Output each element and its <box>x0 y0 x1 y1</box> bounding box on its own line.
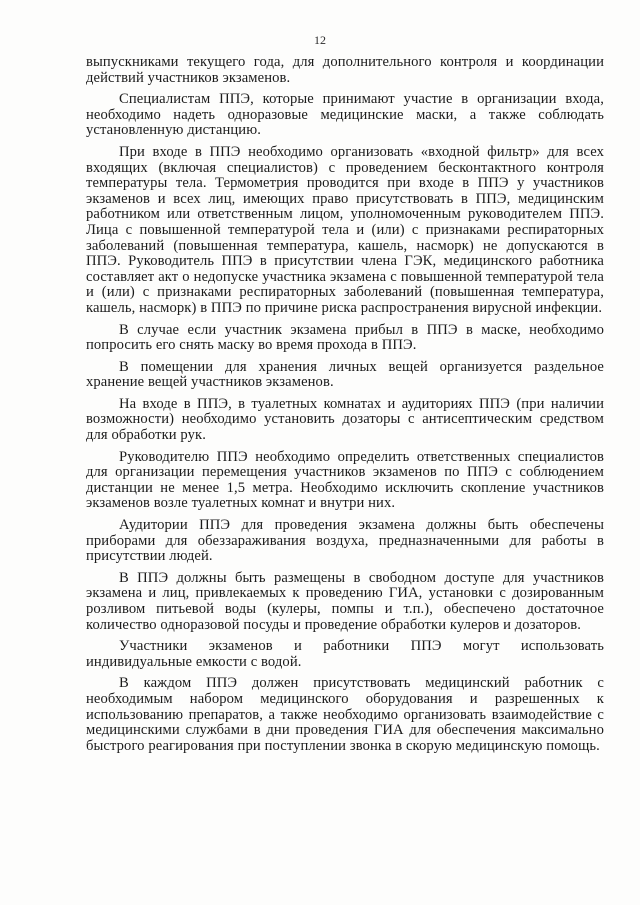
page-number: 12 <box>314 33 326 47</box>
paragraph-distancing: Руководителю ППЭ необходимо определить ответственных специалистов для организации перемещения участников экзаменов по ППЭ с соблюдением дистанции не менее 1,5 метра. Необходимо исключить скопление участников экзаменов возле туалетных комнат и внутри них. <box>86 448 604 512</box>
paragraph-drinking-water: В ППЭ должны быть размещены в свободном доступе для участников экзамена и лиц, привлекаемых к проведению ГИА, установки с дозированным розливом питьевой воды (кулеры, помпы и т.п.), обеспечено достаточное количество одноразовой посуды и проведение обработки кулеров и дозаторов. <box>86 569 604 633</box>
paragraph-sanitizer-dispensers: На входе в ППЭ, в туалетных комнатах и аудиториях ППЭ (при наличии возможности) необходимо установить дозаторы с антисептическим средством для обработки рук. <box>86 395 604 444</box>
paragraph-personal-water: Участники экзаменов и работники ППЭ могут использовать индивидуальные емкости с водой. <box>86 638 604 670</box>
paragraph-medical-worker: В каждом ППЭ должен присутствовать медицинский работник с необходимым набором медицинского оборудования и разрешенных к использованию препаратов, а также необходимо организовать взаимодействие с медицинскими службами в дни проведения ГИА для обеспечения максимально быстрого реагирования при поступлении звонка в скорую медицинскую помощь. <box>86 675 604 754</box>
paragraph-entry-filter: При входе в ППЭ необходимо организовать «входной фильтр» для всех входящих (включая специалистов) с проведением бесконтактного контроля температуры тела. Термометрия проводится при входе в ППЭ у участников экзаменов и всех лиц, имеющих право присутствовать в ППЭ, медицинским работником или ответственным лицом, уполномоченным руководителем ППЭ. Лица с повышенной температурой тела и (или) с признаками респираторных заболеваний (повышенная температура, кашель, насморк) не допускаются в ППЭ. Руководитель ППЭ в присутствии члена ГЭК, медицинского работника составляет акт о недопуске участника экзамена с повышенной температурой тела и (или) с признаками респираторных заболеваний (повышенная температура, кашель, насморк) в ППЭ по причине риска распространения вирусной инфекции. <box>86 143 604 316</box>
paragraph-air-disinfection: Аудитории ППЭ для проведения экзамена должны быть обеспечены приборами для обеззараживания воздуха, предназначенными для работы в присутствии людей. <box>86 517 604 565</box>
paragraph-belongings-storage: В помещении для хранения личных вещей организуется раздельное хранение вещей участников экзаменов. <box>86 358 604 391</box>
paragraph-continuation: выпускниками текущего года, для дополнительного контроля и координации действий участников экзаменов. <box>86 54 604 86</box>
paragraph-staff-masks: Специалистам ППЭ, которые принимают участие в организации входа, необходимо надеть одноразовые медицинские маски, а также соблюдать установленную дистанцию. <box>86 91 604 139</box>
paragraph-mask-removal: В случае если участник экзамена прибыл в ППЭ в маске, необходимо попросить его снять маску во время прохода в ППЭ. <box>86 321 604 354</box>
document-body <box>86 55 604 760</box>
